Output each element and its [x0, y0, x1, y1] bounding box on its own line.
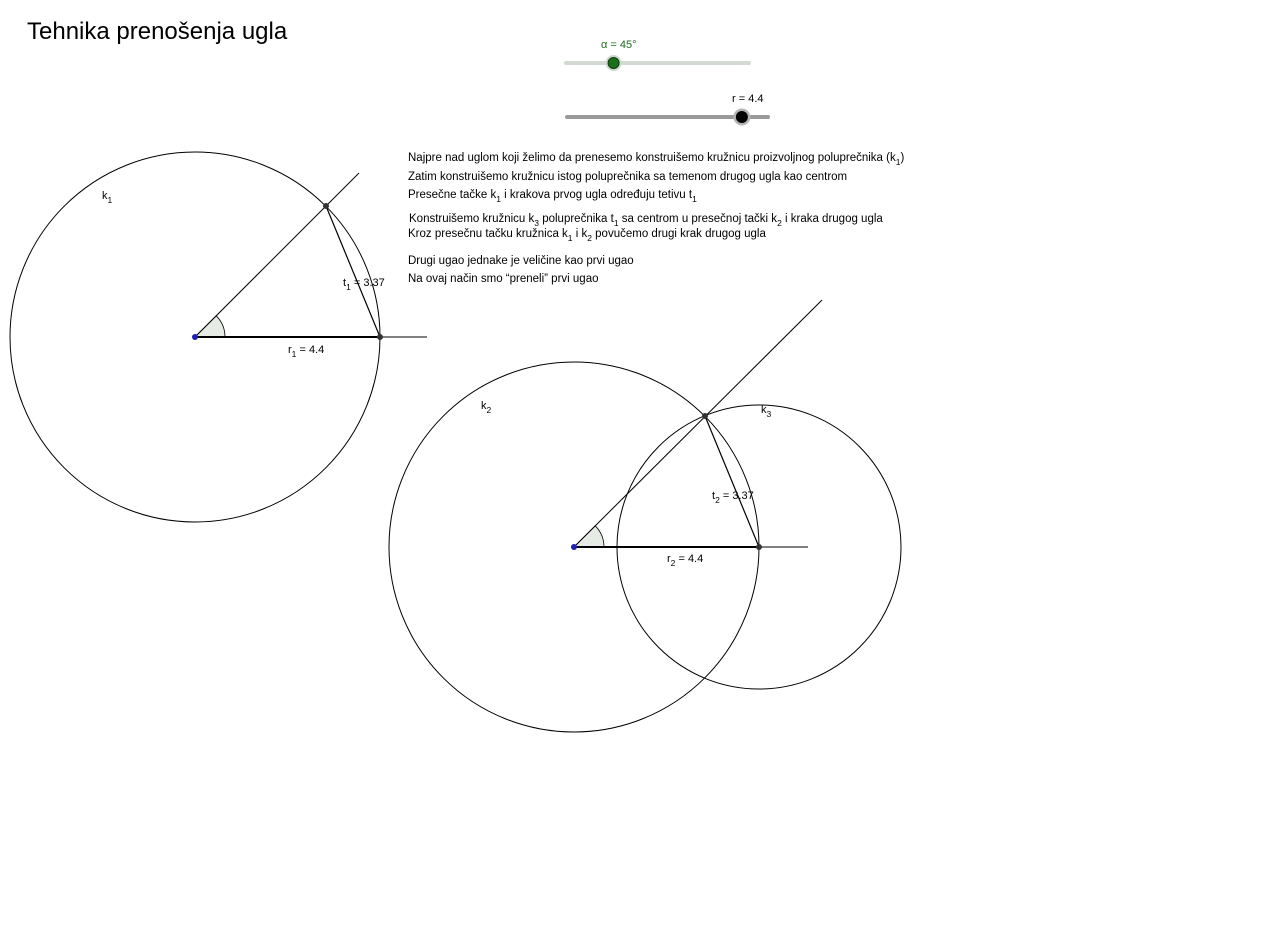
instruction-line-1: Najpre nad uglom koji želimo da prenesemo konstruišemo kružnicu proizvoljnog poluprečnika $(k_1)$	[408, 152, 905, 167]
instruction-line-7: Na ovaj način smo “preneli” prvi ugao	[408, 273, 599, 285]
angle-2-ray-diagonal	[574, 300, 822, 547]
alpha-slider-handle[interactable]	[608, 58, 619, 69]
label-r2: $r_2 = 4.4$	[667, 553, 704, 568]
label-k2: $k_2$	[481, 400, 492, 415]
chord-t1	[326, 206, 380, 337]
intersection-point-k1-base[interactable]	[377, 334, 383, 340]
r-slider-label: r = 4.4	[732, 93, 764, 105]
angle-1-arc	[195, 316, 225, 337]
label-k3: $k_3$	[761, 404, 772, 419]
page-title: Tehnika prenošenja ugla	[27, 18, 288, 45]
instruction-line-4: Konstruišemo kružnicu $k_3$ poluprečnika $t_1$ sa centrom u presečnoj tački $k_2$ i kraka drugog ugla	[409, 213, 883, 228]
vertex-point-1[interactable]	[192, 334, 198, 340]
angle-2-arc	[574, 526, 604, 547]
label-k1: $k_1$	[102, 190, 113, 205]
instruction-line-5: Kroz presečnu tačku kružnica $k_1$ i $k_2$ povučemo drugi krak drugog ugla	[408, 228, 766, 243]
instruction-line-2: Zatim konstruišemo kružnicu istog poluprečnika sa temenom drugog ugla kao centrom	[408, 171, 848, 183]
label-t2: $t_2 = 3.37$	[712, 490, 754, 505]
intersection-point-k2-base[interactable]	[756, 544, 762, 550]
label-t1: $t_1 = 3.37$	[343, 277, 385, 292]
intersection-point-k1-ray[interactable]	[323, 203, 329, 209]
instruction-line-3: Presečne tačke $k_1$ i krakova prvog ugla određuju tetivu $t_1$	[408, 189, 697, 204]
chord-t2	[705, 416, 759, 547]
vertex-point-2[interactable]	[571, 544, 577, 550]
label-r1: $r_1 = 4.4$	[288, 344, 325, 359]
instruction-line-6: Drugi ugao jednake je veličine kao prvi ugao	[408, 255, 634, 267]
intersection-point-k2-k3[interactable]	[702, 413, 708, 419]
r-slider-handle[interactable]	[736, 111, 748, 123]
alpha-slider-label: α = 45°	[601, 39, 637, 51]
angle-1-ray-diagonal	[195, 173, 359, 337]
